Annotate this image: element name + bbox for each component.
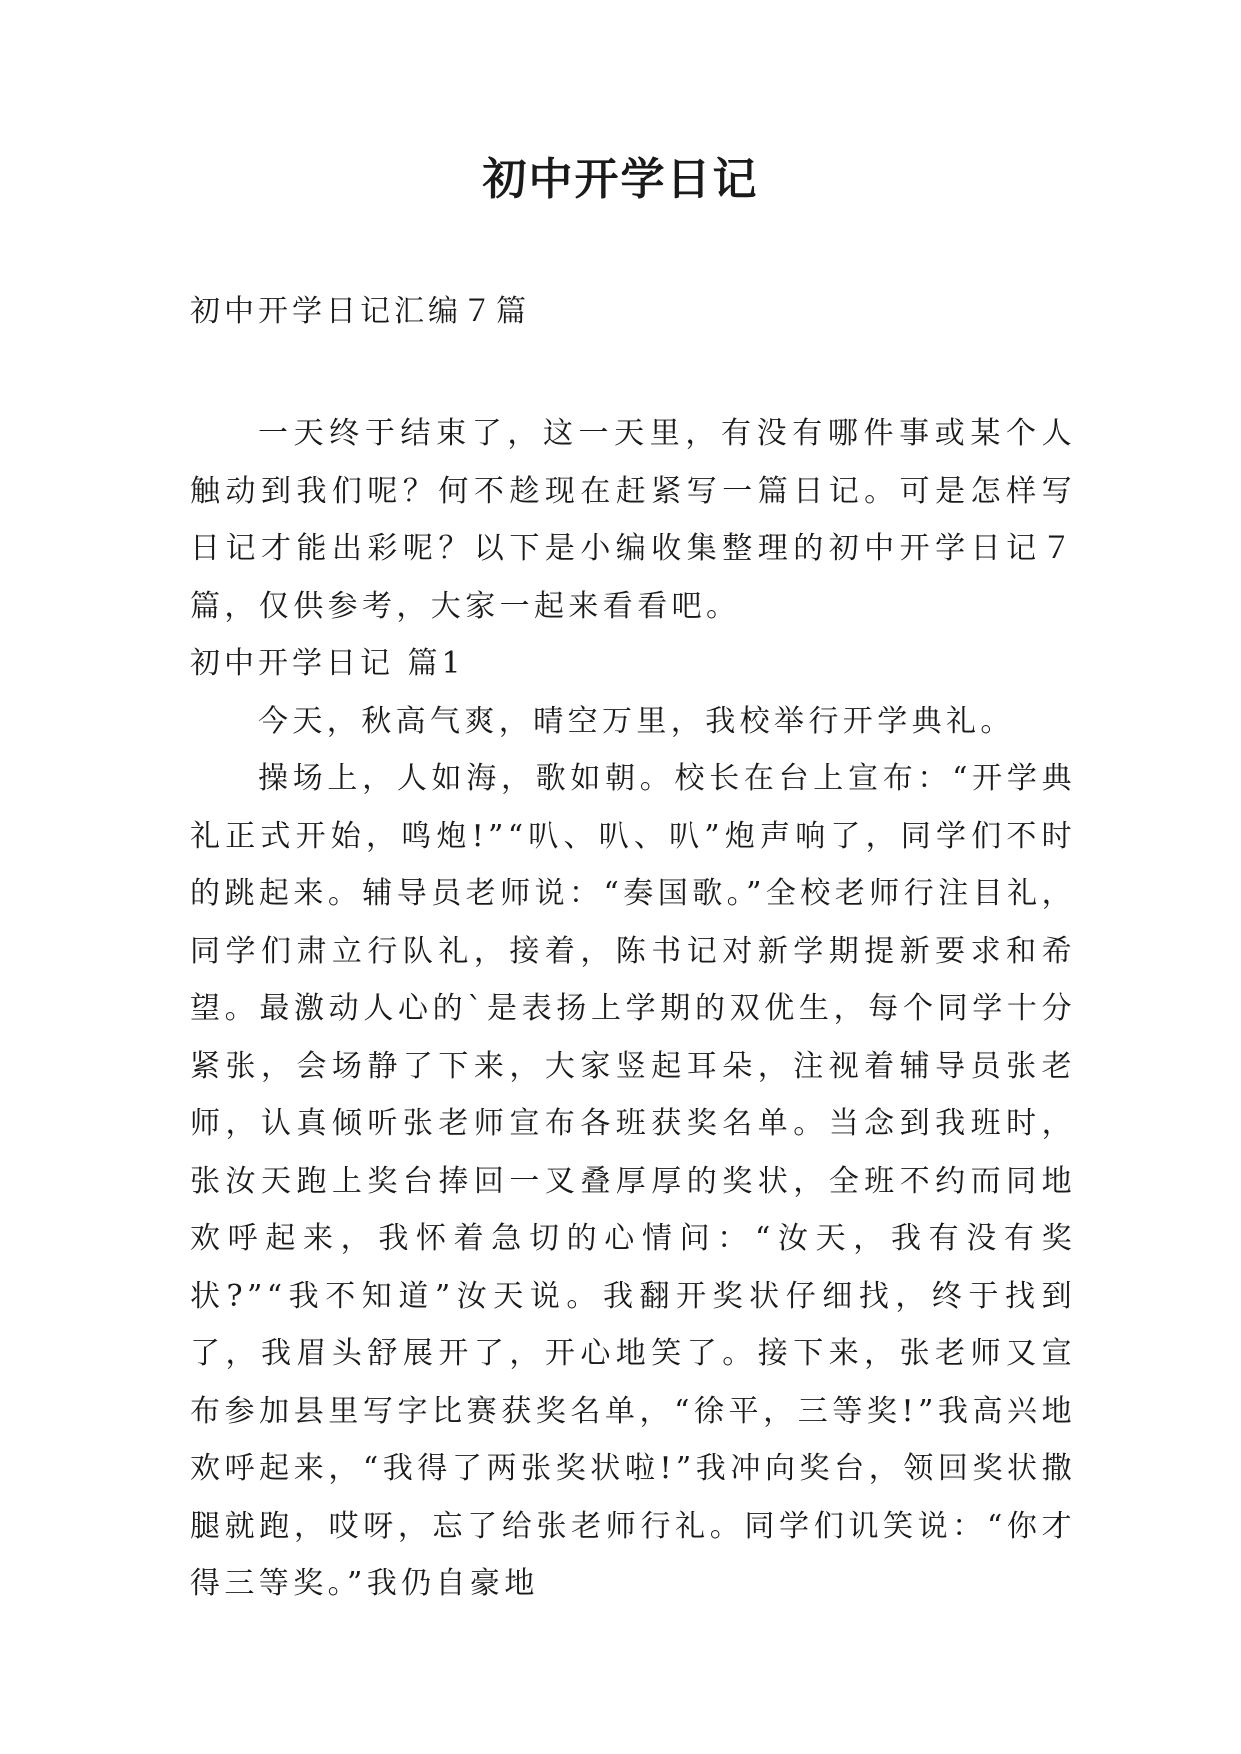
section-heading: 初中开学日记 篇1 — [190, 646, 465, 681]
body-paragraph: 今天，秋高气爽，晴空万里，我校举行开学典礼。 — [258, 703, 1015, 739]
document-body — [190, 405, 1076, 1613]
intro-paragraph: 一天终于结束了，这一天里，有没有哪件事或某个人触动到我们呢？何不趁现在赶紧写一篇日记。可是怎样写日记才能出彩呢？以下是小编收集整理的初中开学日记７篇，仅供参考，大家一起来看看吧。 — [190, 416, 1076, 624]
body-paragraph: 操场上，人如海，歌如朝。校长在台上宣布：“开学典礼正式开始，鸣炮!”“叭、叭、叭”炮声响了，同学们不时的跳起来。辅导员老师说：“奏国歌。”全校老师行注目礼，同学们肃立行队礼，接着，陈书记对新学期提新要求和希望。最激动人心的`是表扬上学期的双优生，每个同学十分紧张，会场静了下来，大家竖起耳朵，注视着辅导员张老师，认真倾听张老师宣布各班获奖名单。当念到我班时，张汝天跑上奖台捧回一叉叠厚厚的奖状，全班不约而同地欢呼起来，我怀着急切的心情问：“汝天，我有没有奖状?”“我不知道”汝天说。我翻开奖状仔细找，终于找到了，我眉头舒展开了，开心地笑了。接下来，张老师又宣布参加县里写字比赛获奖名单，“徐平，三等奖!”我高兴地欢呼起来，“我得了两张奖状啦!”我冲向奖台，领回奖状撒腿就跑，哎呀，忘了给张老师行礼。同学们讥笑说：“你才得三等奖。”我仍自豪地 — [190, 761, 1076, 1601]
document-subtitle: 初中开学日记汇编７篇 — [190, 294, 530, 329]
document-title: 初中开学日记 — [482, 154, 759, 205]
